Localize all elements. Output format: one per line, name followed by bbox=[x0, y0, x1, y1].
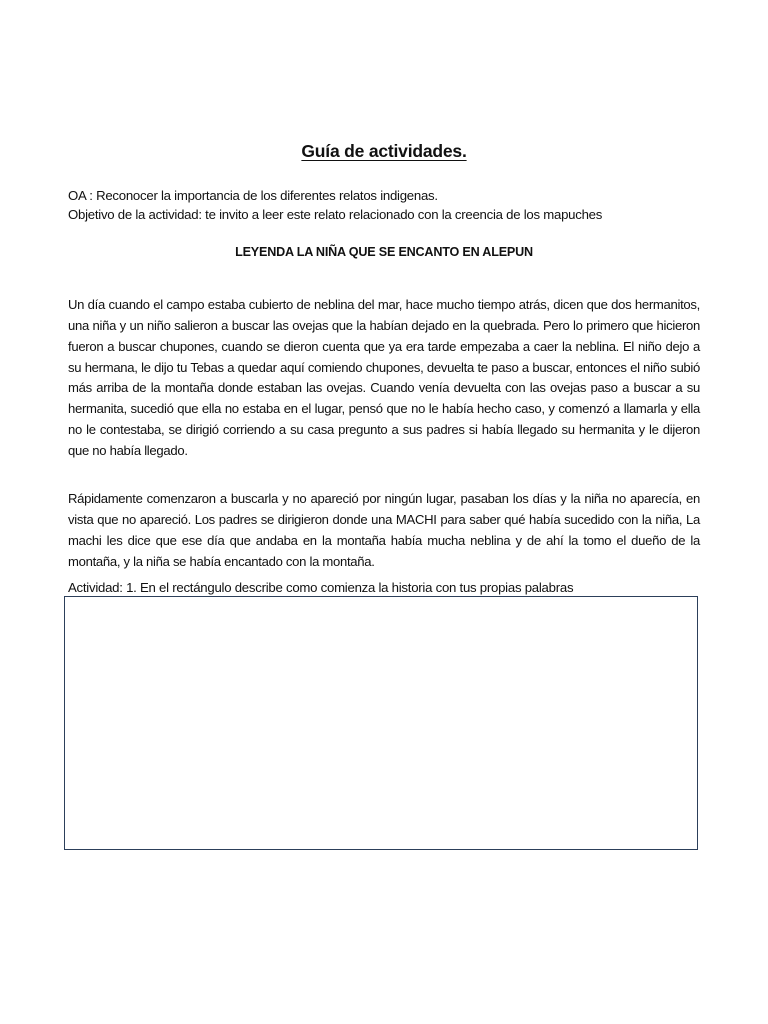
learning-objective-line: OA : Reconocer la importancia de los diferentes relatos indigenas. bbox=[68, 188, 438, 203]
activity-instruction: Actividad: 1. En el rectángulo describe como comienza la historia con tus propias palabras bbox=[68, 580, 574, 595]
answer-rectangle[interactable] bbox=[64, 596, 698, 850]
page-title: Guía de actividades. bbox=[301, 141, 467, 161]
activity-objective-line: Objetivo de la actividad: te invito a leer este relato relacionado con la creencia de los mapuches bbox=[68, 207, 603, 222]
story-paragraph-1: Un día cuando el campo estaba cubierto de neblina del mar, hace mucho tiempo atrás, dicen que dos hermanitos, una niña y un niño salieron a buscar las ovejas que la habían dejado en la quebrada. Pero lo primero que hicieron fueron a buscar chupones, cuando se dieron cuenta que ya era tarde empezaba a caer la neblina. El niño dejo a su hermana, le dijo tu Tebas a quedar aquí comiendo chupones, devuelta te paso a buscar, entonces el niño subió más arriba de la montaña donde estaban las ovejas. Cuando venía devuelta con las ovejas paso a buscar a su hermanita, sucedió que ella no estaba en el lugar, pensó que no le había hecho caso, y comenzó a llamarla y ella no le contestaba, se dirigió corriendo a su casa pregunto a sus padres si había llegado su hermanita y le dijeron que no había llegado. bbox=[68, 297, 700, 458]
story-paragraph-2: Rápidamente comenzaron a buscarla y no apareció por ningún lugar, pasaban los días y la niña no aparecía, en vista que no apareció. Los padres se dirigieron donde una MACHI para saber qué había sucedido con la niña, La machi les dice que ese día que andaba en la montaña había mucha neblina y de ahí la tomo el dueño de la montaña, y la niña se había encantado con la montaña. bbox=[68, 491, 700, 569]
legend-title: LEYENDA LA NIÑA QUE SE ENCANTO EN ALEPUN bbox=[235, 245, 533, 259]
